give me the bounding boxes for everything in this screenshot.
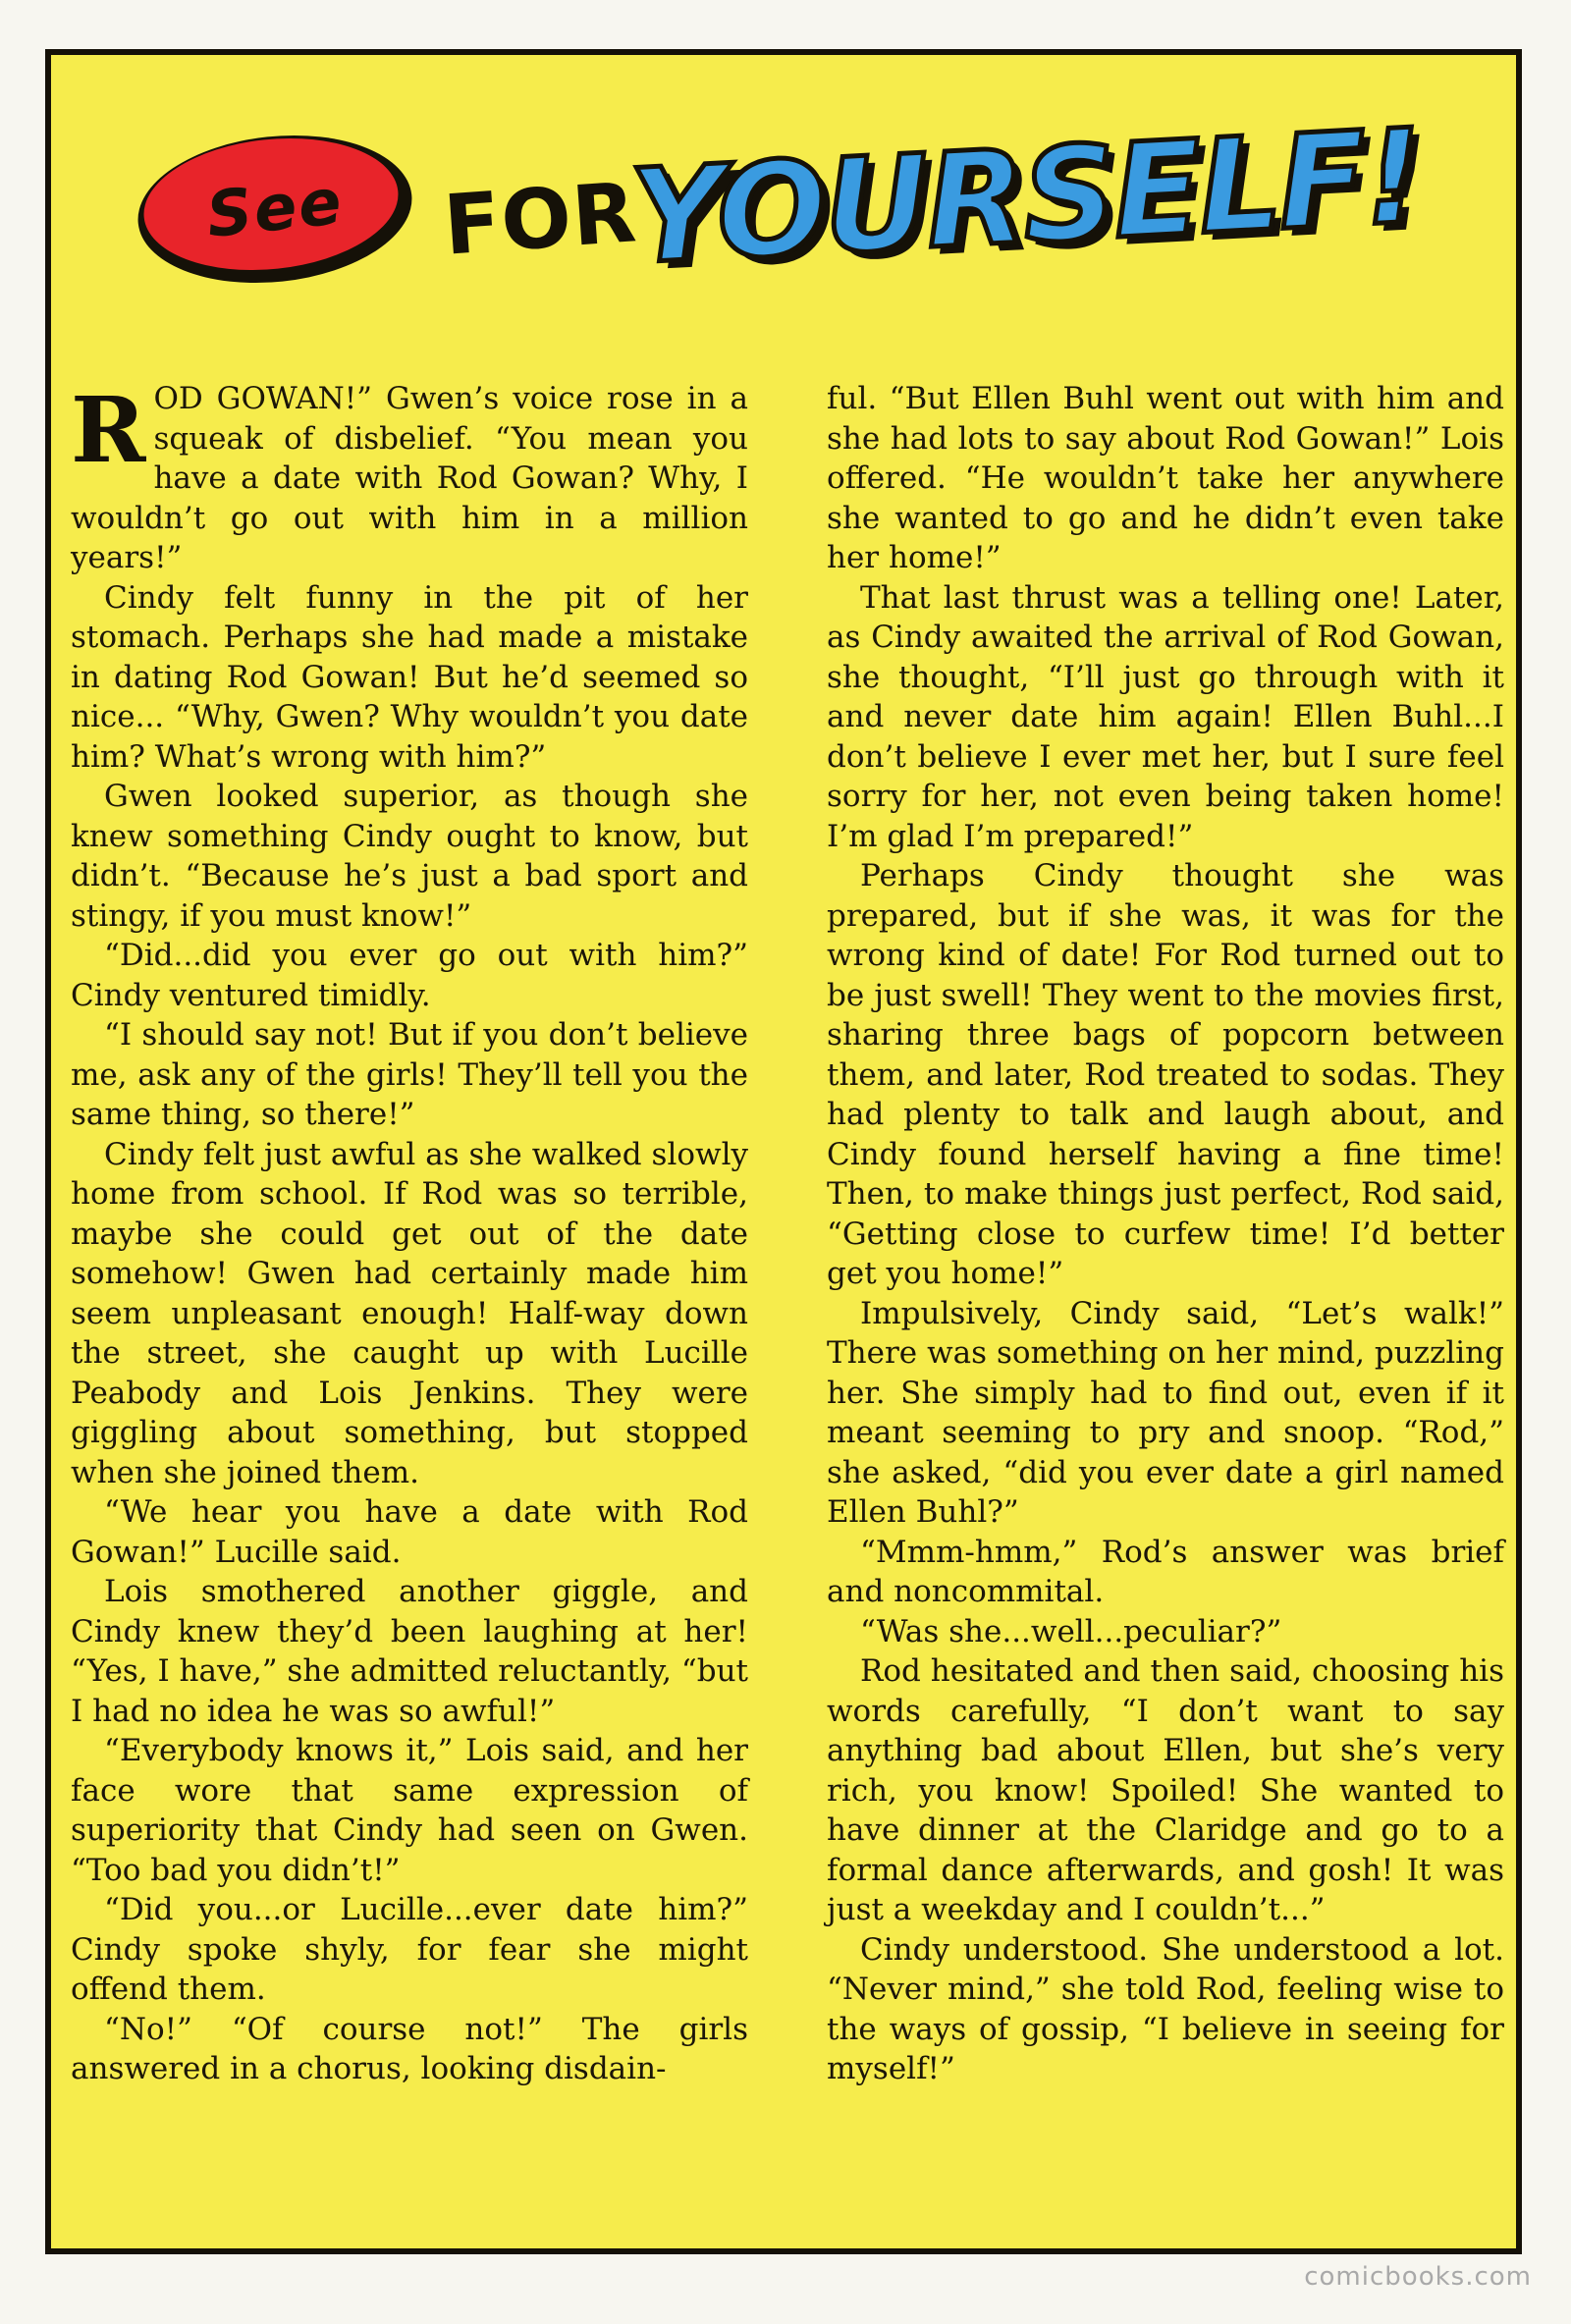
yourself-word: YOURSELF! (626, 101, 1425, 294)
story-paragraph: “Did...did you ever go out with him?” Cindy ventured timidly. (71, 938, 748, 1013)
see-oval (128, 126, 422, 293)
story-paragraph: Perhaps Cindy thought she was prepared, but if she was, it was for the wrong kind of date! For Rod turned out to be just swell! They went to the movies first, sharing three bags of popcorn between them, and later, Rod treated to sodas. They had plenty to talk and laugh about, and Cindy found herself having a fine time! Then, to make things just perfect, Rod said, “Getting close to curfew time! I’d better get you home!” (827, 858, 1504, 1291)
story-paragraph: ROD GOWAN!” Gwen’s voice rose in a squeak of disbelief. “You mean you have a date with Rod Gowan? Why, I wouldn’t go out with him in a million years!” (71, 377, 748, 575)
story-paragraph: Gwen looked superior, as though she knew something Cindy ought to know, but didn’t. “Because he’s just a bad sport and stingy, if you must know!” (71, 779, 748, 934)
story-paragraph: “Everybody knows it,” Lois said, and her face wore that same expression of superiority that Cindy had seen on Gwen. “Too bad you didn’t!” (71, 1733, 748, 1888)
story-paragraph: “Did you...or Lucille...ever date him?” Cindy spoke shyly, for fear she might offend them. (71, 1892, 748, 2007)
story-paragraph: ful. “But Ellen Buhl went out with him and she had lots to say about Rod Gowan!” Lois offered. “He wouldn’t take her anywhere she wanted to go and he didn’t even take her home!” (827, 381, 1504, 575)
for-word: FOR (440, 164, 640, 274)
story-paragraph: That last thrust was a telling one! Later, as Cindy awaited the arrival of Rod Gowan, she thought, “I’ll just go through with it and never date him again! Ellen Buhl...I don’t believe I ever met her, but I sure feel sorry for her, not even being taken home! I’m glad I’m prepared!” (827, 579, 1504, 854)
story-paragraph: “No!” “Of course not!” The girls answered in a chorus, looking disdain- (71, 2011, 748, 2086)
story-paragraph: Cindy understood. She understood a lot. “Never mind,” she told Rod, feeling wise to the ways of gossip, “I believe in seeing for myself!” (827, 1931, 1504, 2086)
story-panel (45, 49, 1522, 2254)
story-paragraph: Rod hesitated and then said, choosing his words carefully, “I don’t want to say anything bad about Ellen, but she’s very rich, you know! Spoiled! She wanted to have dinner at the Claridge and go to a formal dance afterwards, and gosh! It was just a weekday and I couldn’t...” (827, 1653, 1504, 1927)
see-word: See (203, 165, 347, 253)
drop-cap: R (71, 377, 146, 483)
site-watermark: comicbooks.com (1304, 2262, 1532, 2292)
story-column-right (827, 379, 1504, 2244)
story-paragraph: “We hear you have a date with Rod Gowan!” Lucille said. (71, 1494, 748, 1570)
story-paragraph: Impulsively, Cindy said, “Let’s walk!” There was something on her mind, puzzling her. She simply had to find out, even if it meant seeming to pry and snoop. “Rod,” she asked, “did you ever date a girl named Ellen Buhl?” (827, 1295, 1504, 1530)
story-paragraph: “Mmm-hmm,” Rod’s answer was brief and noncommital. (827, 1534, 1504, 1609)
story-paragraph: “Was she...well...peculiar?” (860, 1613, 1282, 1649)
story-title (51, 55, 1516, 369)
story-paragraph: Cindy felt just awful as she walked slowly home from school. If Rod was so terrible, maybe she could get out of the date somehow! Gwen had certainly made him seem unpleasant enough! Half-way down the street, she caught up with Lucille Peabody and Lois Jenkins. They were giggling about something, but stopped when she joined them. (71, 1136, 748, 1490)
story-column-left (71, 379, 748, 2244)
story-paragraph: Lois smothered another giggle, and Cindy knew they’d been laughing at her! “Yes, I have,” she admitted reluctantly, “but I had no idea he was so awful!” (71, 1574, 748, 1729)
story-paragraph: Cindy felt funny in the pit of her stomach. Perhaps she had made a mistake in dating Rod Gowan! But he’d seemed so nice... “Why, Gwen? Why wouldn’t you date him? What’s wrong with him?” (71, 579, 748, 775)
story-paragraph: “I should say not! But if you don’t believe me, ask any of the girls! They’ll tell you the same thing, so there!” (71, 1017, 748, 1132)
